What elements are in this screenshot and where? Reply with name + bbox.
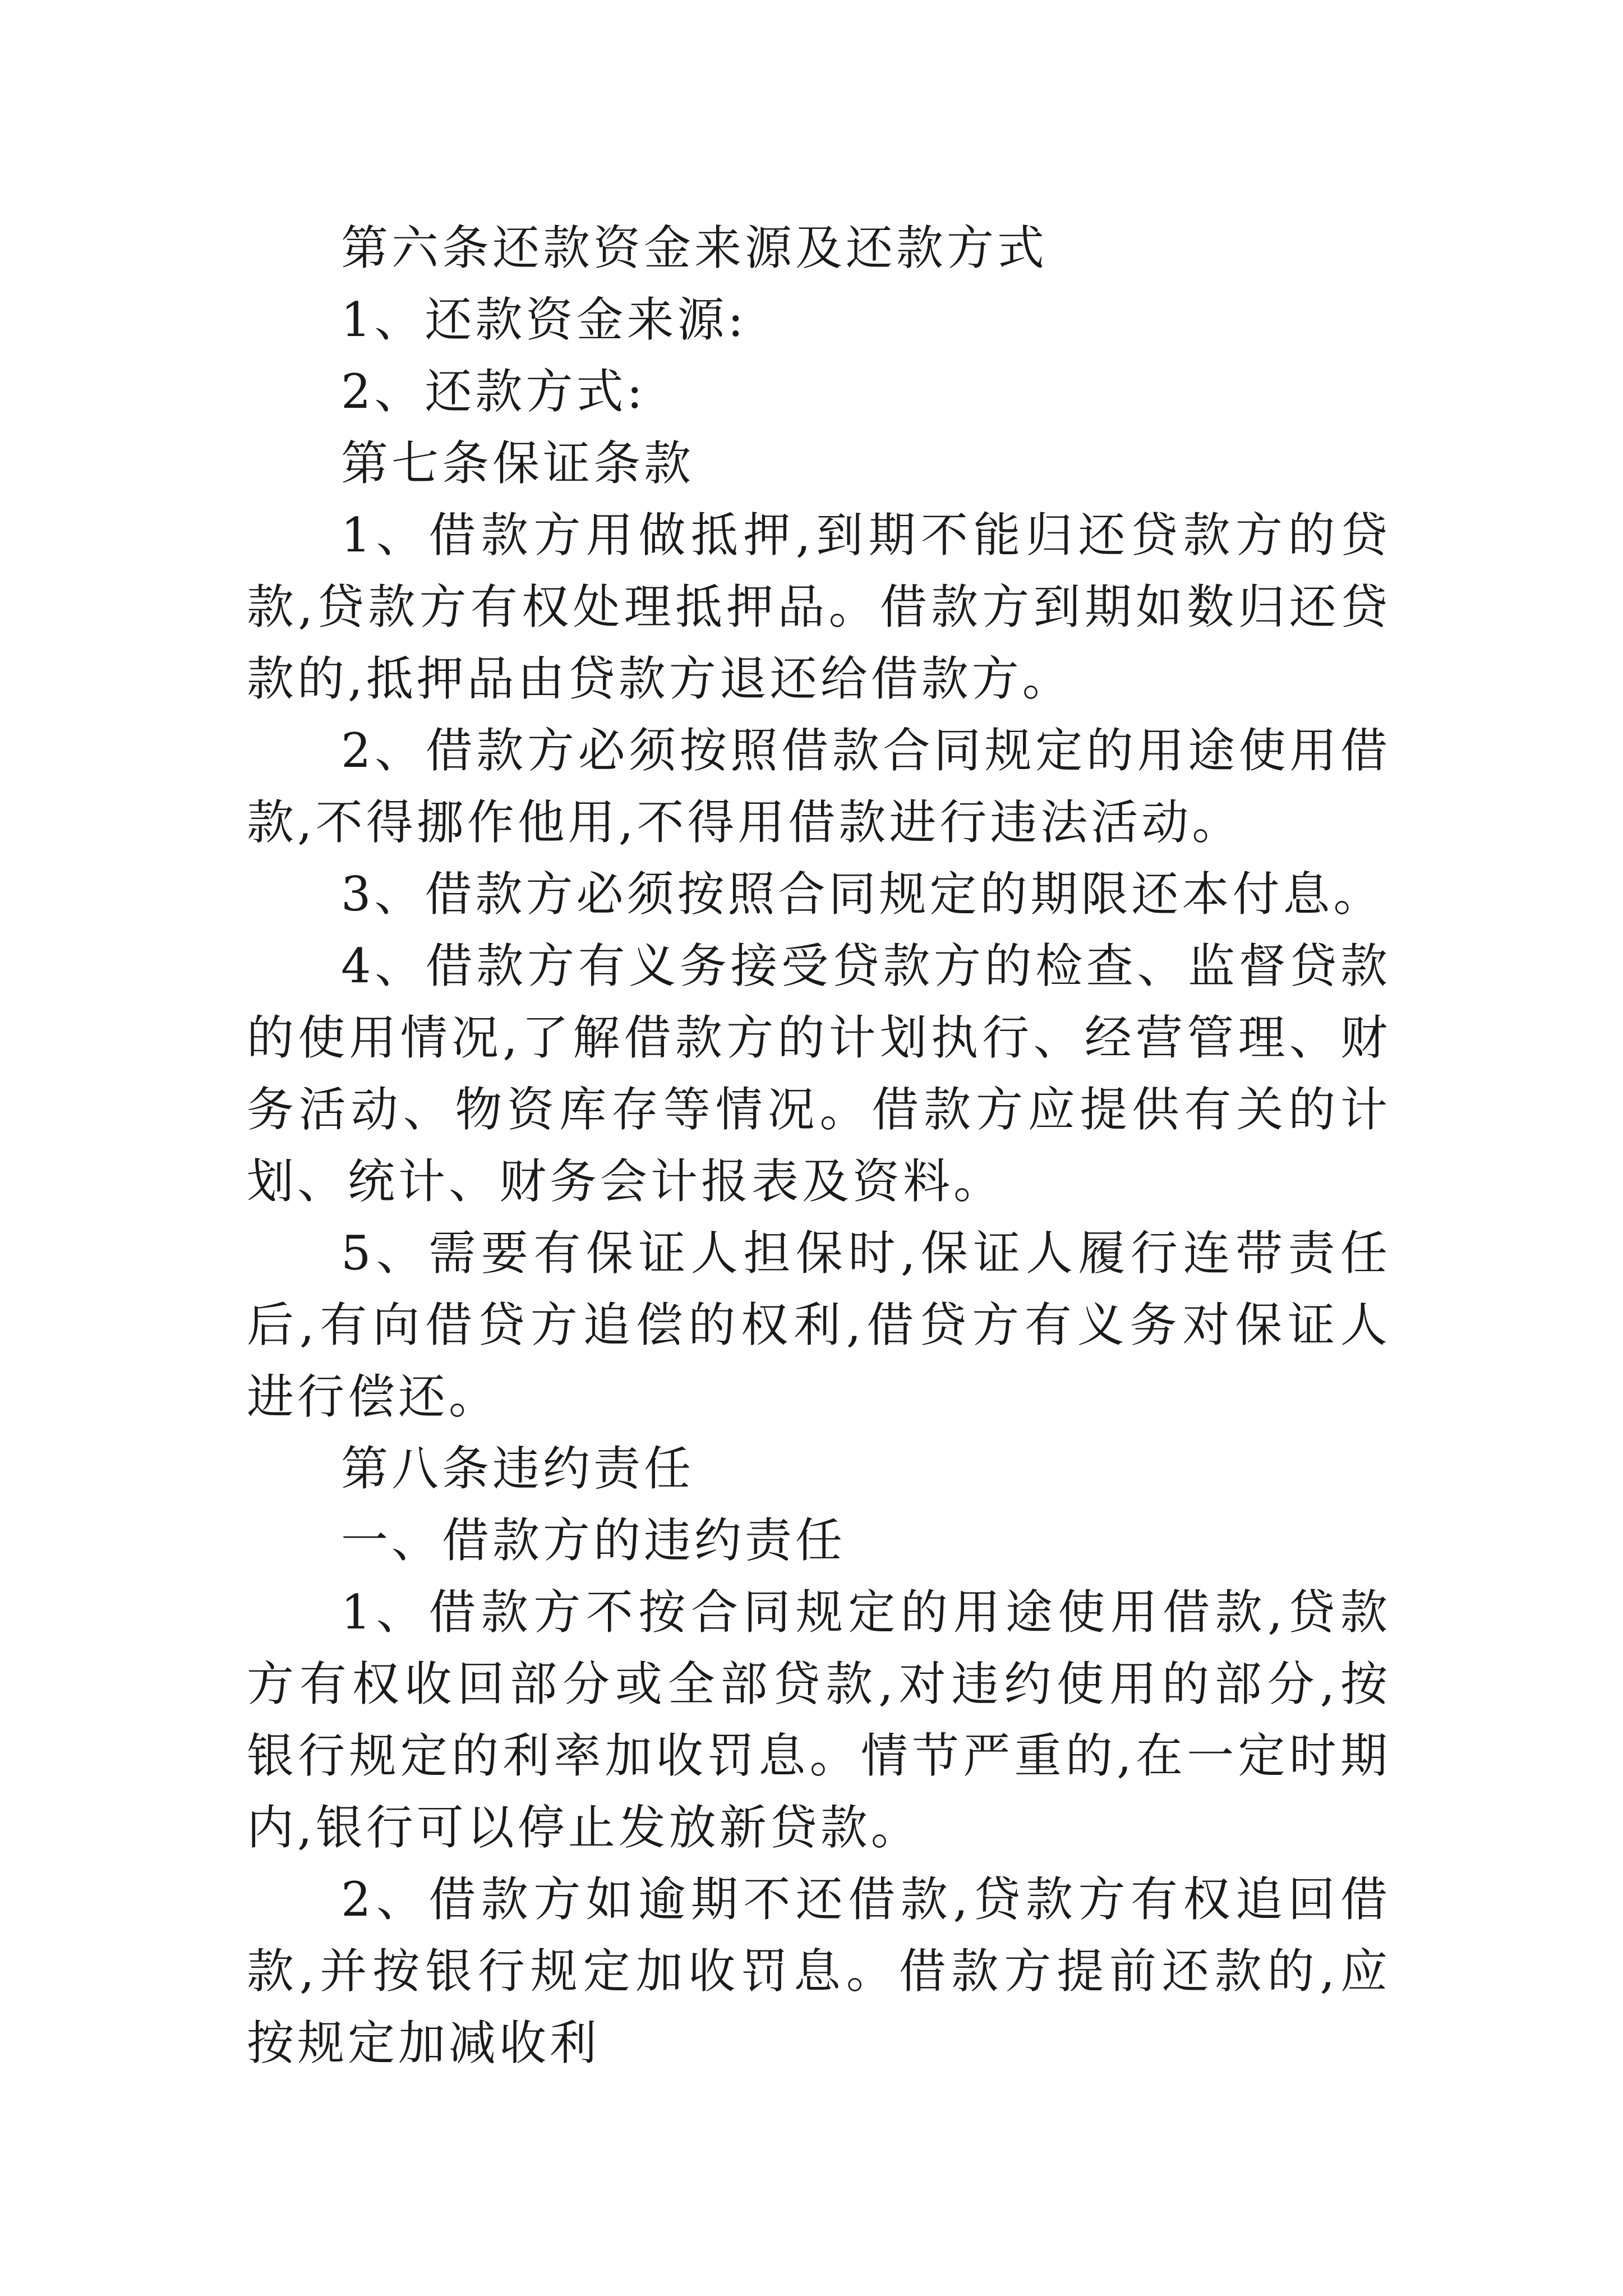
liability-clause-1: 1、借款方不按合同规定的用途使用借款,贷款方有权收回部分或全部贷款,对违约使用的部分,按银行规定的利率加收罚息。情节严重的,在一定时期内,银行可以停止发放新贷款。 [247, 1585, 1391, 1855]
guarantee-clause-4: 4、借款方有义务接受贷款方的检查、监督贷款的使用情况,了解借款方的计划执行、经营管理、财务活动、物资库存等情况。借款方应提供有关的计划、统计、财务会计报表及资料。 [247, 938, 1391, 1209]
article-six-heading: 第六条还款资金来源及还款方式 [341, 220, 1048, 275]
article-seven-heading: 第七条保证条款 [341, 436, 695, 491]
document-body [247, 212, 1391, 2079]
guarantee-clause-5: 5、需要有保证人担保时,保证人履行连带责任后,有向借贷方追偿的权利,借贷方有义务对保证人进行偿还。 [247, 1226, 1391, 1424]
liability-clause-2: 2、借款方如逾期不还借款,贷款方有权追回借款,并按银行规定加收罚息。借款方提前还款的,应按规定加减收利 [247, 1872, 1391, 2070]
guarantee-clause-2: 2、借款方必须按照借款合同规定的用途使用借款,不得挪作他用,不得用借款进行违法活动。 [247, 723, 1391, 850]
repayment-method-item: 2、还款方式: [341, 364, 646, 419]
article-eight-heading: 第八条违约责任 [341, 1441, 695, 1496]
borrower-liability-heading: 一、借款方的违约责任 [341, 1513, 846, 1568]
guarantee-clause-1: 1、借款方用做抵押,到期不能归还贷款方的贷款,贷款方有权处理抵押品。借款方到期如数归还贷款的,抵押品由贷款方退还给借款方。 [247, 508, 1391, 706]
repayment-source-item: 1、还款资金来源: [341, 292, 747, 347]
guarantee-clause-3: 3、借款方必须按照合同规定的期限还本付息。 [341, 867, 1384, 922]
